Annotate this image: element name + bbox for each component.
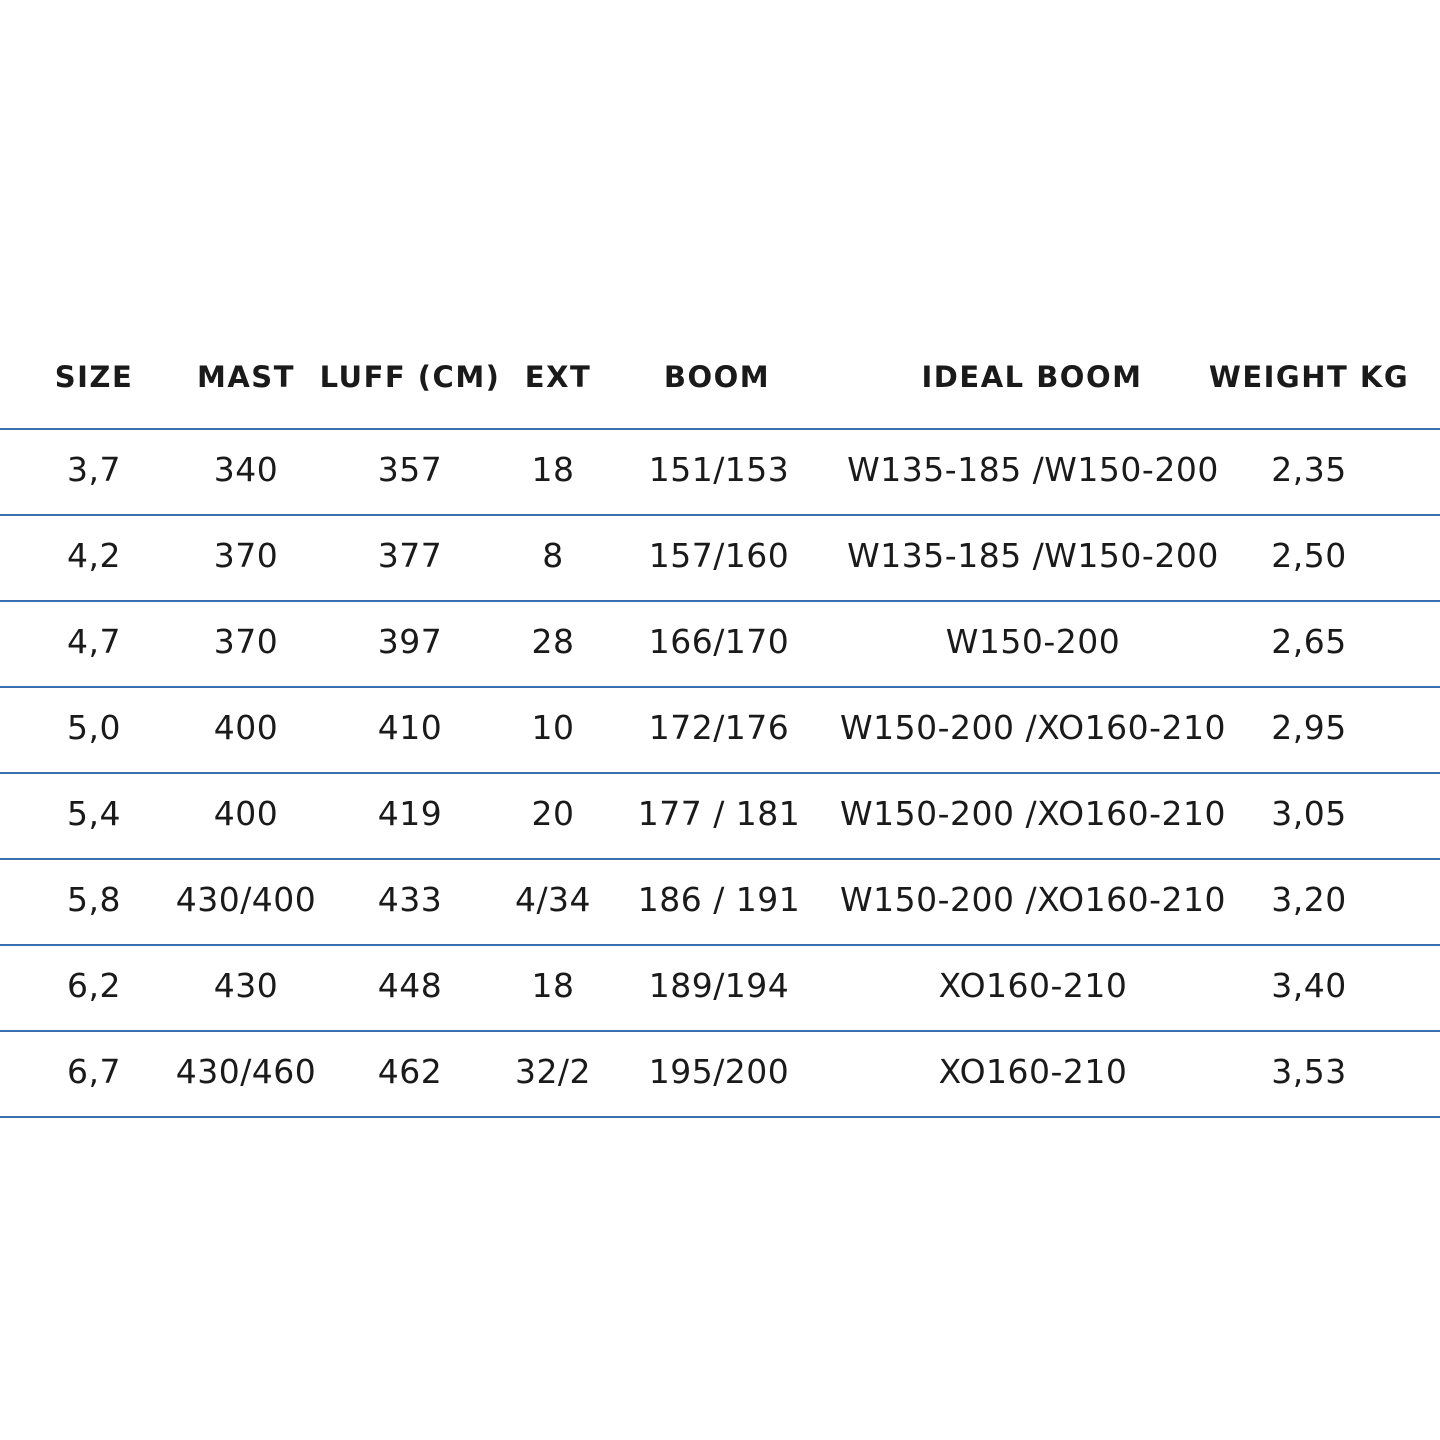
- cell-ideal-boom: W150-200: [945, 622, 1121, 661]
- cell-luff: 357: [377, 450, 443, 489]
- cell-luff: 377: [377, 536, 443, 575]
- cell-luff: 410: [377, 708, 443, 747]
- cell-luff: 419: [377, 794, 443, 833]
- cell-ext: 4/34: [514, 880, 592, 919]
- cell-mast: 430: [213, 966, 279, 1005]
- cell-boom: 189/194: [648, 966, 790, 1005]
- cell-ext: 28: [531, 622, 575, 661]
- table-row: [0, 944, 1440, 1030]
- cell-boom: 177 / 181: [637, 794, 801, 833]
- cell-weight: 3,40: [1271, 966, 1347, 1005]
- cell-boom: 166/170: [648, 622, 790, 661]
- table-header: [0, 340, 1440, 428]
- header-size: SIZE: [54, 360, 134, 394]
- cell-mast: 370: [213, 622, 279, 661]
- cell-ideal-boom: W150-200 /XO160-210: [840, 794, 1226, 833]
- cell-luff: 433: [377, 880, 443, 919]
- cell-size: 5,8: [67, 880, 121, 919]
- cell-ext: 18: [531, 966, 575, 1005]
- cell-weight: 3,20: [1271, 880, 1347, 919]
- cell-boom: 172/176: [648, 708, 790, 747]
- table-row: [0, 600, 1440, 686]
- cell-ext: 8: [542, 536, 564, 575]
- cell-ideal-boom: W150-200 /XO160-210: [840, 708, 1226, 747]
- cell-mast: 430/400: [175, 880, 317, 919]
- cell-luff: 397: [377, 622, 443, 661]
- cell-ideal-boom: XO160-210: [938, 1052, 1128, 1091]
- cell-ideal-boom: XO160-210: [938, 966, 1128, 1005]
- cell-luff: 448: [377, 966, 443, 1005]
- cell-weight: 2,50: [1271, 536, 1347, 575]
- header-mast: MAST: [197, 360, 295, 394]
- header-ext: EXT: [524, 360, 592, 394]
- cell-boom: 151/153: [648, 450, 790, 489]
- header-weight: WEIGHT KG: [1208, 360, 1410, 394]
- cell-boom: 195/200: [648, 1052, 790, 1091]
- cell-luff: 462: [377, 1052, 443, 1091]
- cell-ideal-boom: W135-185 /W150-200: [847, 450, 1219, 489]
- cell-ext: 18: [531, 450, 575, 489]
- table-row: [0, 686, 1440, 772]
- cell-ext: 10: [531, 708, 575, 747]
- cell-weight: 3,05: [1271, 794, 1347, 833]
- header-luff: LUFF (CM): [319, 360, 501, 394]
- cell-size: 6,7: [67, 1052, 121, 1091]
- table-row: [0, 428, 1440, 514]
- cell-mast: 400: [213, 794, 279, 833]
- table-row: [0, 514, 1440, 600]
- cell-boom: 157/160: [648, 536, 790, 575]
- cell-size: 5,0: [67, 708, 121, 747]
- cell-weight: 2,35: [1271, 450, 1347, 489]
- cell-ext: 20: [531, 794, 575, 833]
- cell-ext: 32/2: [514, 1052, 592, 1091]
- cell-ideal-boom: W150-200 /XO160-210: [840, 880, 1226, 919]
- cell-size: 5,4: [67, 794, 121, 833]
- cell-weight: 3,53: [1271, 1052, 1347, 1091]
- header-boom: BOOM: [663, 360, 771, 394]
- cell-mast: 340: [213, 450, 279, 489]
- cell-mast: 430/460: [175, 1052, 317, 1091]
- cell-size: 4,2: [67, 536, 121, 575]
- table-row: [0, 858, 1440, 944]
- cell-boom: 186 / 191: [637, 880, 801, 919]
- cell-size: 3,7: [67, 450, 121, 489]
- cell-size: 4,7: [67, 622, 121, 661]
- table-row: [0, 772, 1440, 858]
- header-ideal-boom: IDEAL BOOM: [921, 360, 1143, 394]
- cell-weight: 2,65: [1271, 622, 1347, 661]
- cell-mast: 370: [213, 536, 279, 575]
- cell-size: 6,2: [67, 966, 121, 1005]
- cell-weight: 2,95: [1271, 708, 1347, 747]
- cell-ideal-boom: W135-185 /W150-200: [847, 536, 1219, 575]
- cell-mast: 400: [213, 708, 279, 747]
- table-row: [0, 1030, 1440, 1118]
